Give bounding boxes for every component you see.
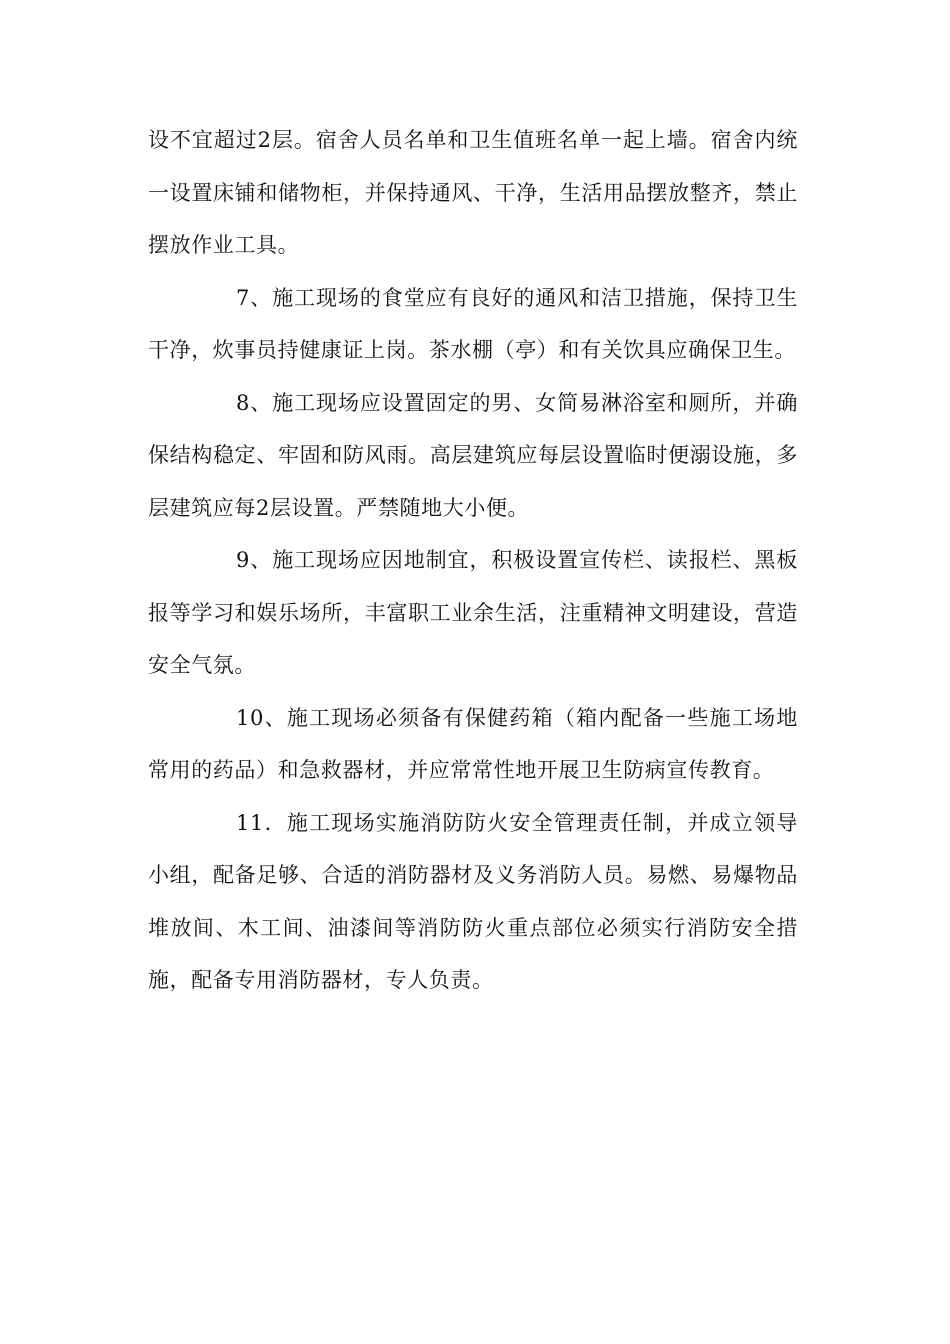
paragraph-item-11: 11．施工现场实施消防防火安全管理责任制，并成立领导小组，配备足够、合适的消防器材及义务消防人员。易燃、易爆物品堆放间、木工间、油漆间等消防防火重点部位必须实行消防安全措施，配备专用消防器材，专人负责。 [148, 810, 798, 992]
document-body [148, 114, 798, 1007]
paragraph-continuation: 设不宜超过2层。宿舍人员名单和卫生值班名单一起上墙。宿舍内统一设置床铺和储物柜，并保持通风、干净，生活用品摆放整齐，禁止摆放作业工具。 [148, 128, 798, 257]
paragraph-item-7: 7、施工现场的食堂应有良好的通风和洁卫措施，保持卫生干净，炊事员持健康证上岗。茶水棚（亭）和有关饮具应确保卫生。 [148, 285, 798, 362]
paragraph-item-8: 8、施工现场应设置固定的男、女简易淋浴室和厕所，并确保结构稳定、牢固和防风雨。高层建筑应每层设置临时便溺设施，多层建筑应每2层设置。严禁随地大小便。 [148, 390, 798, 520]
paragraph-item-10: 10、施工现场必须备有保健药箱（箱内配备一些施工场地常用的药品）和急救器材，并应常常性地开展卫生防病宣传教育。 [148, 705, 798, 782]
paragraph-item-9: 9、施工现场应因地制宜，积极设置宣传栏、读报栏、黑板报等学习和娱乐场所，丰富职工业余生活，注重精神文明建设，营造安全气氛。 [148, 548, 798, 677]
